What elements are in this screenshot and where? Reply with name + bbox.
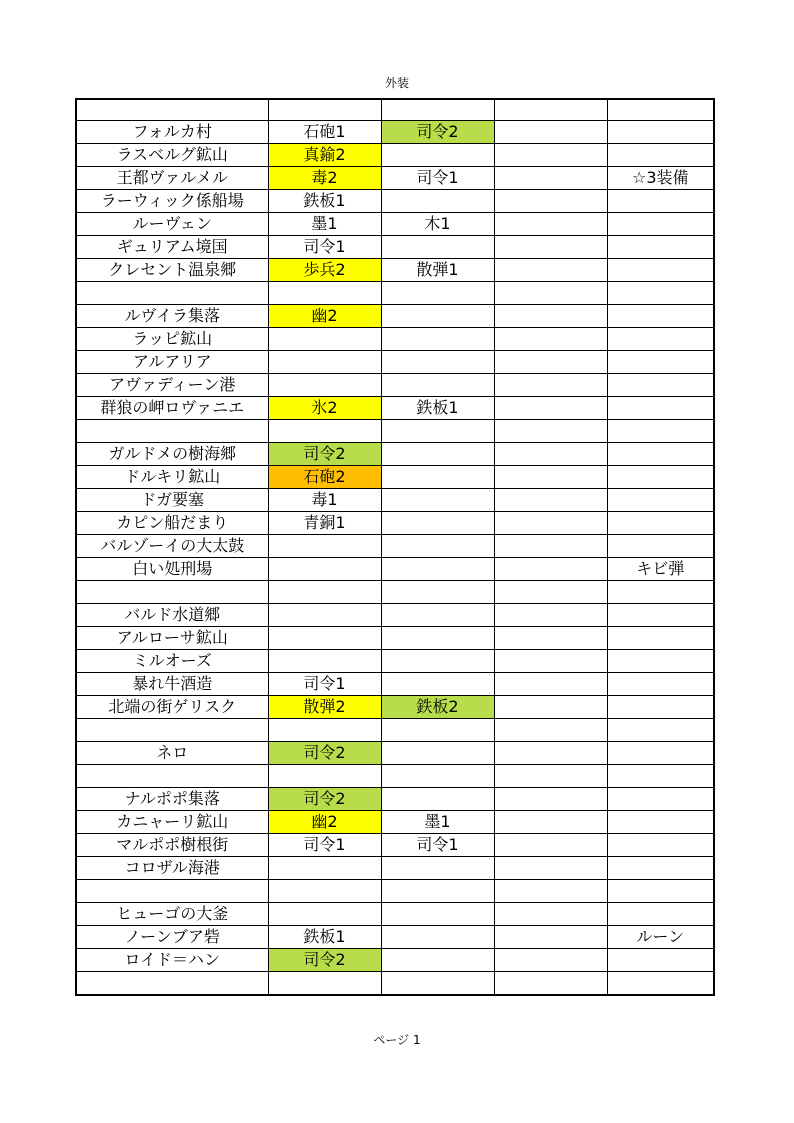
cell-note[interactable]: [607, 880, 714, 903]
cell-material-1[interactable]: [268, 374, 381, 397]
cell-location[interactable]: ラスベルグ鉱山: [76, 144, 268, 167]
cell-material-3[interactable]: [494, 190, 607, 213]
table-row: [76, 121, 714, 144]
cell-material-2[interactable]: [381, 581, 494, 604]
cell-material-1[interactable]: 司令1: [268, 834, 381, 857]
cell-material-3[interactable]: [494, 328, 607, 351]
table-row: [76, 167, 714, 190]
table-row: [76, 627, 714, 650]
table-row: [76, 788, 714, 811]
cell-material-2[interactable]: [381, 328, 494, 351]
table-row: [76, 443, 714, 466]
cell-material-3[interactable]: [494, 144, 607, 167]
cell-location[interactable]: [76, 99, 268, 121]
cell-material-2[interactable]: [381, 604, 494, 627]
cell-material-1[interactable]: 司令2: [268, 949, 381, 972]
cell-material-2[interactable]: [381, 305, 494, 328]
cell-material-2[interactable]: [381, 765, 494, 788]
cell-note[interactable]: [607, 397, 714, 420]
cell-material-1[interactable]: [268, 420, 381, 443]
cell-material-2[interactable]: [381, 558, 494, 581]
cell-location[interactable]: ガルドメの樹海郷: [76, 443, 268, 466]
cell-material-1[interactable]: 毒1: [268, 489, 381, 512]
table-row: [76, 397, 714, 420]
cell-material-1[interactable]: 青銅1: [268, 512, 381, 535]
cell-material-3[interactable]: [494, 489, 607, 512]
cell-location[interactable]: バルゾーイの大太鼓: [76, 535, 268, 558]
cell-material-3[interactable]: [494, 926, 607, 949]
cell-note[interactable]: [607, 673, 714, 696]
cell-note[interactable]: [607, 949, 714, 972]
cell-material-3[interactable]: [494, 259, 607, 282]
cell-material-3[interactable]: [494, 788, 607, 811]
cell-note[interactable]: [607, 420, 714, 443]
table-row: [76, 190, 714, 213]
table-row: [76, 512, 714, 535]
table-row: [76, 880, 714, 903]
cell-material-1[interactable]: [268, 351, 381, 374]
cell-material-1[interactable]: 司令2: [268, 788, 381, 811]
cell-material-3[interactable]: [494, 627, 607, 650]
cell-location[interactable]: ラッピ鉱山: [76, 328, 268, 351]
cell-material-3[interactable]: [494, 880, 607, 903]
cell-material-2[interactable]: 司令2: [381, 121, 494, 144]
cell-material-1[interactable]: 真鍮2: [268, 144, 381, 167]
cell-material-2[interactable]: [381, 420, 494, 443]
cell-note[interactable]: [607, 121, 714, 144]
table-row: [76, 99, 714, 121]
cell-material-3[interactable]: [494, 535, 607, 558]
spreadsheet-body: [76, 99, 714, 995]
cell-material-1[interactable]: 司令1: [268, 673, 381, 696]
cell-location[interactable]: [76, 581, 268, 604]
table-row: [76, 282, 714, 305]
page-header-title: 外装: [384, 76, 409, 90]
cell-material-2[interactable]: [381, 351, 494, 374]
cell-material-1[interactable]: [268, 627, 381, 650]
table-row: [76, 903, 714, 926]
cell-note[interactable]: [607, 259, 714, 282]
cell-material-3[interactable]: [494, 949, 607, 972]
cell-location[interactable]: クレセント温泉郷: [76, 259, 268, 282]
cell-material-1[interactable]: 石砲2: [268, 466, 381, 489]
table-row: [76, 949, 714, 972]
cell-material-3[interactable]: [494, 121, 607, 144]
cell-note[interactable]: [607, 282, 714, 305]
cell-note[interactable]: [607, 374, 714, 397]
table-row: [76, 604, 714, 627]
cell-material-2[interactable]: [381, 742, 494, 765]
cell-note[interactable]: [607, 719, 714, 742]
cell-location[interactable]: ラーウィック係船場: [76, 190, 268, 213]
cell-location[interactable]: カニャーリ鉱山: [76, 811, 268, 834]
cell-material-1[interactable]: [268, 535, 381, 558]
cell-location[interactable]: [76, 880, 268, 903]
cell-location[interactable]: [76, 420, 268, 443]
cell-note[interactable]: [607, 489, 714, 512]
cell-material-3[interactable]: [494, 236, 607, 259]
cell-material-1[interactable]: 鉄板1: [268, 190, 381, 213]
page-footer-number: ページ 1: [373, 1033, 421, 1047]
cell-material-3[interactable]: [494, 420, 607, 443]
cell-material-1[interactable]: 司令1: [268, 236, 381, 259]
cell-note[interactable]: ☆3装備: [607, 167, 714, 190]
cell-material-2[interactable]: 鉄板2: [381, 696, 494, 719]
cell-material-1[interactable]: [268, 857, 381, 880]
cell-note[interactable]: キビ弾: [607, 558, 714, 581]
cell-note[interactable]: [607, 650, 714, 673]
cell-material-1[interactable]: [268, 328, 381, 351]
cell-note[interactable]: [607, 696, 714, 719]
cell-material-3[interactable]: [494, 765, 607, 788]
cell-location[interactable]: アルローサ鉱山: [76, 627, 268, 650]
cell-material-3[interactable]: [494, 811, 607, 834]
cell-material-1[interactable]: [268, 903, 381, 926]
cell-material-2[interactable]: [381, 949, 494, 972]
cell-location[interactable]: 群狼の岬ロヴァニエ: [76, 397, 268, 420]
cell-material-2[interactable]: [381, 144, 494, 167]
cell-note[interactable]: [607, 351, 714, 374]
cell-location[interactable]: ドルキリ鉱山: [76, 466, 268, 489]
cell-material-1[interactable]: [268, 719, 381, 742]
cell-note[interactable]: [607, 604, 714, 627]
table-row: [76, 535, 714, 558]
cell-material-2[interactable]: [381, 236, 494, 259]
cell-material-1[interactable]: [268, 972, 381, 996]
cell-material-3[interactable]: [494, 397, 607, 420]
cell-material-2[interactable]: [381, 650, 494, 673]
cell-material-3[interactable]: [494, 305, 607, 328]
cell-location[interactable]: [76, 765, 268, 788]
cell-material-3[interactable]: [494, 903, 607, 926]
table-row: [76, 742, 714, 765]
cell-location[interactable]: ネロ: [76, 742, 268, 765]
cell-material-1[interactable]: 墨1: [268, 213, 381, 236]
cell-material-2[interactable]: 鉄板1: [381, 397, 494, 420]
cell-note[interactable]: [607, 834, 714, 857]
cell-material-1[interactable]: 司令2: [268, 742, 381, 765]
cell-material-1[interactable]: 司令2: [268, 443, 381, 466]
cell-material-2[interactable]: [381, 512, 494, 535]
cell-material-2[interactable]: 司令1: [381, 834, 494, 857]
cell-location[interactable]: [76, 282, 268, 305]
cell-note[interactable]: [607, 535, 714, 558]
cell-location[interactable]: ロイド＝ハン: [76, 949, 268, 972]
cell-location[interactable]: ミルオーズ: [76, 650, 268, 673]
cell-material-3[interactable]: [494, 673, 607, 696]
cell-material-2[interactable]: [381, 466, 494, 489]
table-row: [76, 857, 714, 880]
cell-material-1[interactable]: [268, 880, 381, 903]
cell-material-3[interactable]: [494, 374, 607, 397]
cell-location[interactable]: ルヴイラ集落: [76, 305, 268, 328]
cell-material-3[interactable]: [494, 696, 607, 719]
cell-material-1[interactable]: 散弾2: [268, 696, 381, 719]
cell-location[interactable]: コロザル海港: [76, 857, 268, 880]
cell-note[interactable]: [607, 466, 714, 489]
cell-material-1[interactable]: 幽2: [268, 305, 381, 328]
cell-material-1[interactable]: [268, 604, 381, 627]
table-row: [76, 374, 714, 397]
cell-material-1[interactable]: 氷2: [268, 397, 381, 420]
cell-note[interactable]: [607, 190, 714, 213]
cell-material-3[interactable]: [494, 857, 607, 880]
cell-location[interactable]: ルーヴェン: [76, 213, 268, 236]
cell-location[interactable]: ドガ要塞: [76, 489, 268, 512]
cell-note[interactable]: [607, 581, 714, 604]
cell-location[interactable]: ノーンブア砦: [76, 926, 268, 949]
table-row: [76, 972, 714, 996]
cell-material-1[interactable]: [268, 650, 381, 673]
cell-material-3[interactable]: [494, 972, 607, 996]
cell-note[interactable]: [607, 903, 714, 926]
cell-note[interactable]: [607, 213, 714, 236]
cell-location[interactable]: 白い処刑場: [76, 558, 268, 581]
cell-material-1[interactable]: 石砲1: [268, 121, 381, 144]
cell-material-3[interactable]: [494, 604, 607, 627]
cell-material-3[interactable]: [494, 512, 607, 535]
cell-material-3[interactable]: [494, 213, 607, 236]
cell-location[interactable]: マルポポ樹根街: [76, 834, 268, 857]
cell-material-2[interactable]: [381, 627, 494, 650]
cell-material-2[interactable]: [381, 190, 494, 213]
cell-material-3[interactable]: [494, 466, 607, 489]
cell-material-1[interactable]: [268, 581, 381, 604]
cell-note[interactable]: ルーン: [607, 926, 714, 949]
table-row: [76, 696, 714, 719]
cell-material-1[interactable]: [268, 765, 381, 788]
table-row: [76, 466, 714, 489]
cell-material-2[interactable]: [381, 903, 494, 926]
cell-note[interactable]: [607, 144, 714, 167]
table-row: [76, 765, 714, 788]
cell-location[interactable]: 北端の街ゲリスク: [76, 696, 268, 719]
cell-material-2[interactable]: [381, 374, 494, 397]
cell-note[interactable]: [607, 99, 714, 121]
cell-location[interactable]: [76, 719, 268, 742]
cell-note[interactable]: [607, 627, 714, 650]
table-row: [76, 581, 714, 604]
cell-material-3[interactable]: [494, 581, 607, 604]
cell-location[interactable]: ギュリアム境国: [76, 236, 268, 259]
cell-location[interactable]: [76, 972, 268, 996]
cell-material-2[interactable]: [381, 489, 494, 512]
cell-material-2[interactable]: 墨1: [381, 811, 494, 834]
cell-material-2[interactable]: 木1: [381, 213, 494, 236]
cell-material-2[interactable]: [381, 719, 494, 742]
cell-material-1[interactable]: [268, 282, 381, 305]
cell-note[interactable]: [607, 328, 714, 351]
cell-location[interactable]: バルド水道郷: [76, 604, 268, 627]
cell-note[interactable]: [607, 742, 714, 765]
cell-material-3[interactable]: [494, 719, 607, 742]
cell-material-1[interactable]: 歩兵2: [268, 259, 381, 282]
cell-location[interactable]: アルアリア: [76, 351, 268, 374]
cell-location[interactable]: 暴れ牛酒造: [76, 673, 268, 696]
cell-material-2[interactable]: [381, 443, 494, 466]
cell-location[interactable]: ナルポポ集落: [76, 788, 268, 811]
table-row: [76, 328, 714, 351]
cell-material-1[interactable]: 幽2: [268, 811, 381, 834]
table-row: [76, 673, 714, 696]
cell-note[interactable]: [607, 443, 714, 466]
cell-note[interactable]: [607, 811, 714, 834]
cell-note[interactable]: [607, 512, 714, 535]
table-row: [76, 305, 714, 328]
cell-note[interactable]: [607, 857, 714, 880]
spreadsheet-table: [75, 98, 715, 996]
cell-material-3[interactable]: [494, 834, 607, 857]
cell-material-2[interactable]: [381, 926, 494, 949]
table-row: [76, 489, 714, 512]
cell-material-3[interactable]: [494, 650, 607, 673]
cell-material-2[interactable]: [381, 99, 494, 121]
table-row: [76, 558, 714, 581]
cell-note[interactable]: [607, 765, 714, 788]
cell-material-2[interactable]: [381, 282, 494, 305]
cell-location[interactable]: カピン船だまり: [76, 512, 268, 535]
table-row: [76, 259, 714, 282]
cell-material-1[interactable]: [268, 99, 381, 121]
table-row: [76, 236, 714, 259]
cell-note[interactable]: [607, 972, 714, 996]
cell-material-2[interactable]: [381, 857, 494, 880]
cell-material-2[interactable]: [381, 972, 494, 996]
cell-material-3[interactable]: [494, 282, 607, 305]
cell-note[interactable]: [607, 788, 714, 811]
cell-material-1[interactable]: [268, 558, 381, 581]
table-row: [76, 420, 714, 443]
table-row: [76, 811, 714, 834]
cell-location[interactable]: フォルカ村: [76, 121, 268, 144]
cell-location[interactable]: アヴァディーン港: [76, 374, 268, 397]
cell-material-3[interactable]: [494, 443, 607, 466]
cell-material-3[interactable]: [494, 558, 607, 581]
table-row: [76, 213, 714, 236]
table-row: [76, 144, 714, 167]
table-row: [76, 351, 714, 374]
cell-material-2[interactable]: [381, 535, 494, 558]
table-row: [76, 834, 714, 857]
table-row: [76, 650, 714, 673]
cell-material-3[interactable]: [494, 742, 607, 765]
cell-material-2[interactable]: 司令1: [381, 167, 494, 190]
cell-material-1[interactable]: 毒2: [268, 167, 381, 190]
cell-note[interactable]: [607, 236, 714, 259]
cell-location[interactable]: ヒューゴの大釜: [76, 903, 268, 926]
table-row: [76, 719, 714, 742]
cell-material-3[interactable]: [494, 351, 607, 374]
table-row: [76, 926, 714, 949]
cell-material-3[interactable]: [494, 167, 607, 190]
cell-material-2[interactable]: [381, 880, 494, 903]
cell-material-2[interactable]: [381, 788, 494, 811]
cell-material-2[interactable]: [381, 673, 494, 696]
cell-material-3[interactable]: [494, 99, 607, 121]
cell-location[interactable]: 王都ヴァルメル: [76, 167, 268, 190]
cell-note[interactable]: [607, 305, 714, 328]
cell-material-2[interactable]: 散弾1: [381, 259, 494, 282]
cell-material-1[interactable]: 鉄板1: [268, 926, 381, 949]
